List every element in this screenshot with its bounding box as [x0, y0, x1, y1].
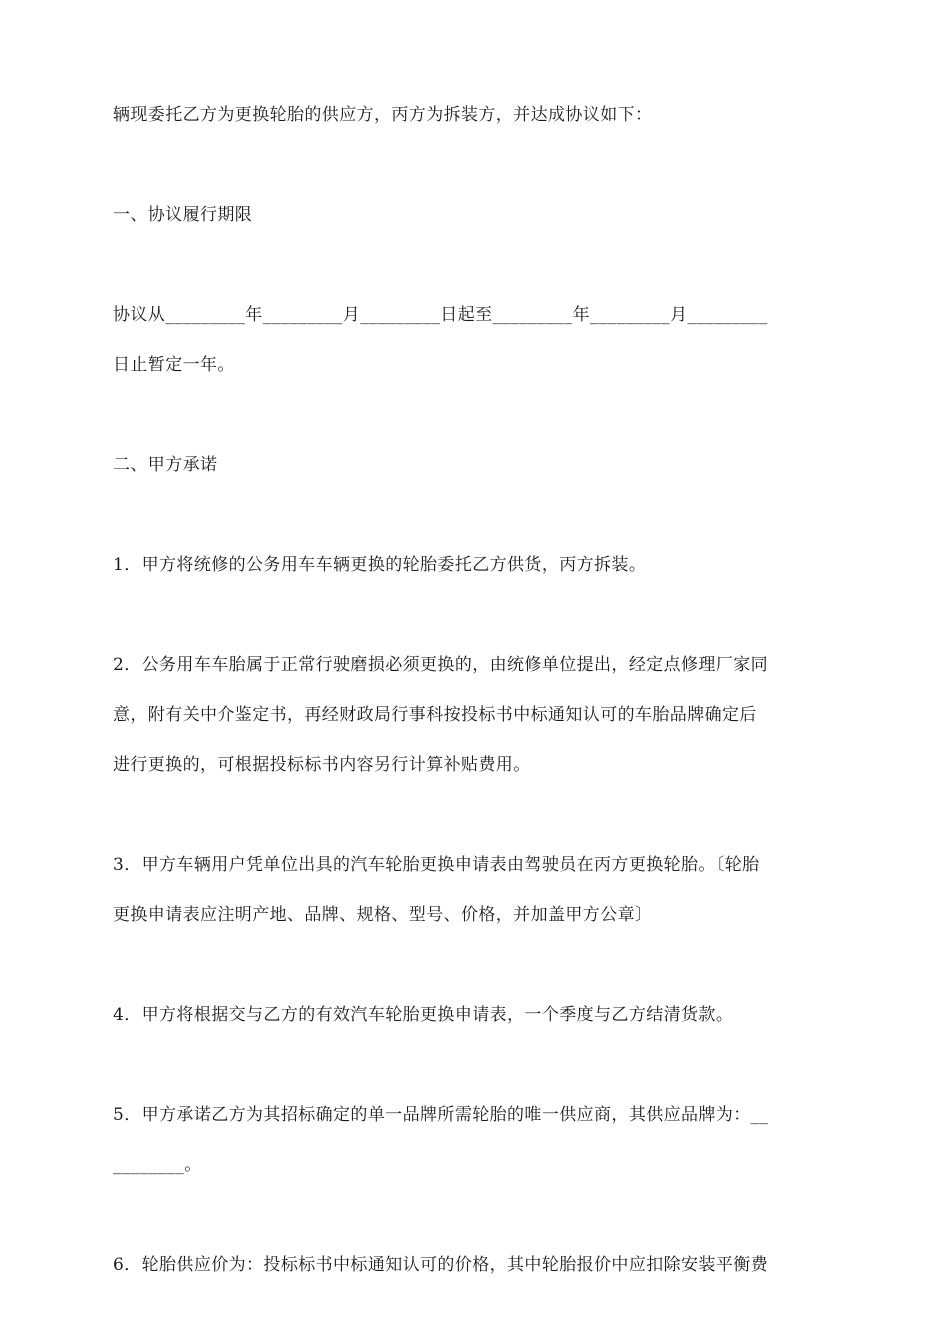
clause-3-line-1: 3．甲方车辆用户凭单位出具的汽车轮胎更换申请表由驾驶员在丙方更换轮胎。〔轮胎 — [113, 855, 760, 875]
clause-2-line-1: 2．公务用车车胎属于正常行驶磨损必须更换的，由统修单位提出，经定点修理厂家同 — [113, 655, 769, 675]
clause-5-line-2: ________。 — [113, 1155, 202, 1175]
section-2-heading: 二、甲方承诺 — [113, 455, 218, 475]
term-line-2: 日止暂定一年。 — [113, 355, 235, 375]
clause-6-line-1: 6．轮胎供应价为：投标标书中标通知认可的价格，其中轮胎报价中应扣除安装平衡费 — [113, 1255, 769, 1275]
clause-3-line-2: 更换申请表应注明产地、品牌、规格、型号、价格，并加盖甲方公章〕 — [113, 905, 653, 925]
clause-1: 1．甲方将统修的公务用车车辆更换的轮胎委托乙方供货，丙方拆装。 — [113, 555, 647, 575]
section-1-heading: 一、协议履行期限 — [113, 205, 253, 225]
clause-5-line-1: 5．甲方承诺乙方为其招标确定的单一品牌所需轮胎的唯一供应商，其供应品牌为：__ — [113, 1105, 769, 1125]
clause-2-line-3: 进行更换的，可根据投标标书内容另行计算补贴费用。 — [113, 755, 531, 775]
intro-line: 辆现委托乙方为更换轮胎的供应方，丙方为拆装方，并达成协议如下： — [113, 105, 653, 125]
term-line-1: 协议从_________年_________月_________日起至_________年_________月_________ — [113, 305, 768, 325]
clause-4: 4．甲方将根据交与乙方的有效汽车轮胎更换申请表，一个季度与乙方结清货款。 — [113, 1005, 734, 1025]
clause-2-line-2: 意，附有关中介鉴定书，再经财政局行事科按投标书中标通知认可的车胎品牌确定后 — [113, 705, 757, 725]
